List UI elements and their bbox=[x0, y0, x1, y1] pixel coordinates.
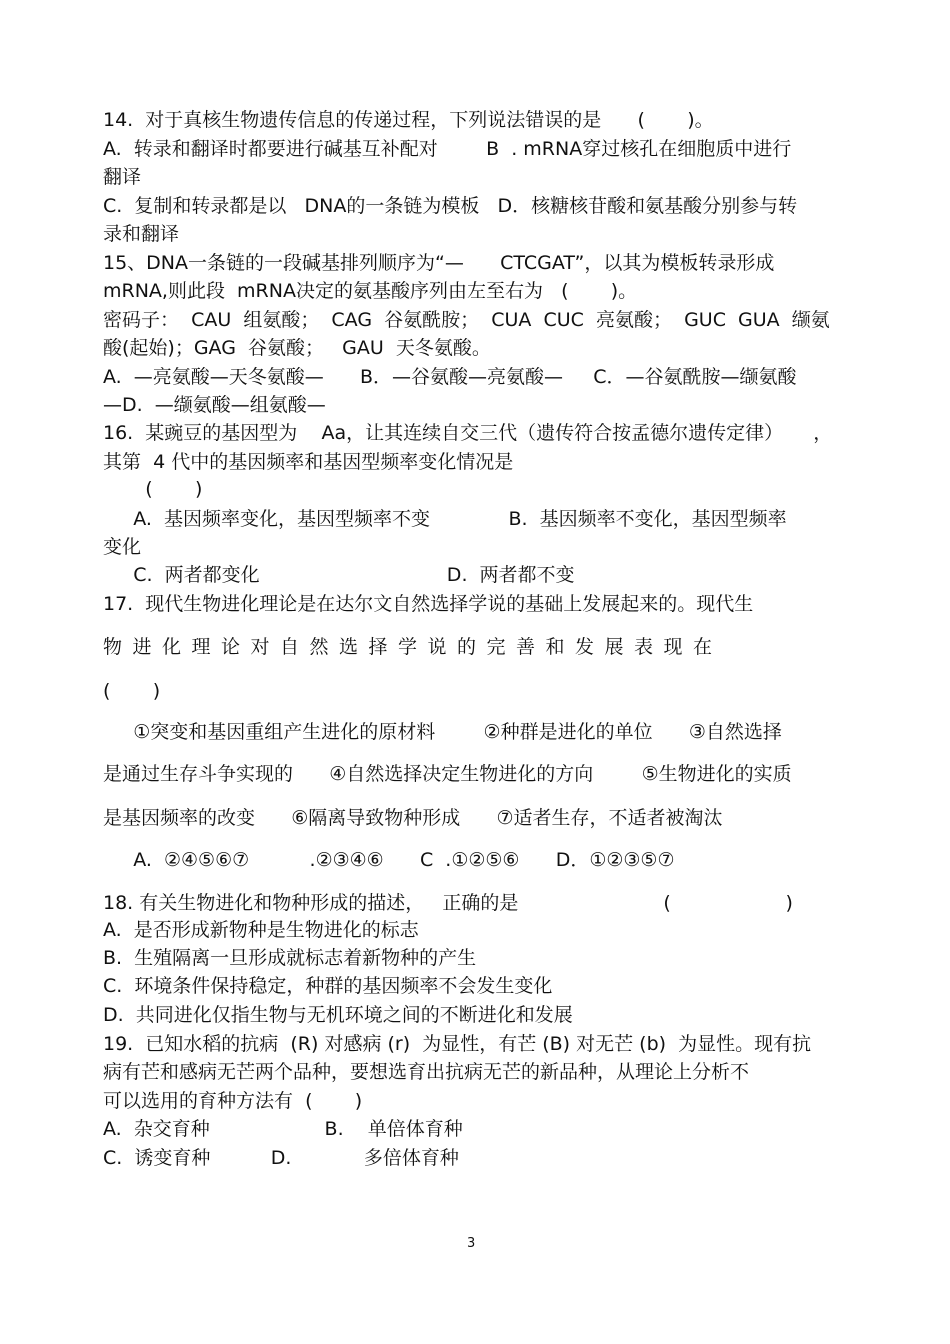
question-16-options-ab-cont: 变化 bbox=[103, 536, 142, 558]
question-17-items-1: ①突变和基因重组产生进化的原材料 ②种群是进化的单位 ③自然选择 bbox=[103, 721, 782, 743]
question-16-stem-2: 其第 4 代中的基因频率和基因型频率变化情况是 bbox=[103, 451, 514, 473]
question-16-options-ab: A. 基因频率变化，基因型频率不变 B. 基因频率不变化，基因型频率 bbox=[103, 508, 787, 530]
question-16-answer-paren: ( ) bbox=[103, 478, 203, 500]
question-15-options-1: A. —亮氨酸—天冬氨酸— B．—谷氨酸—亮氨酸— C．—谷氨酰胺—缬氨酸 bbox=[103, 366, 797, 388]
question-15-codons-1: 密码子： CAU 组氨酸； CAG 谷氨酰胺； CUA CUC 亮氨酸； GUC GUA 缬氨 bbox=[103, 309, 830, 331]
question-16-options-cd: C. 两者都变化 D. 两者都不变 bbox=[103, 564, 575, 586]
question-14-options-ab: A. 转录和翻译时都要进行碱基互补配对 B . mRNA穿过核孔在细胞质中进行 bbox=[103, 138, 792, 160]
question-17-answer-paren: ( ) bbox=[103, 680, 161, 702]
question-14-options-cd: C. 复制和转录都是以 DNA的一条链为模板 D．核糖核苷酸和氨基酸分别参与转 bbox=[103, 195, 798, 217]
question-19-options-1: A. 杂交育种 B. 单倍体育种 bbox=[103, 1118, 463, 1140]
question-18-option-d: D. 共同进化仅指生物与无机环境之间的不断进化和发展 bbox=[103, 1004, 573, 1026]
question-18-option-b: B. 生殖隔离一旦形成就标志着新物种的产生 bbox=[103, 947, 477, 969]
question-19-stem-1: 19. 已知水稻的抗病 (R) 对感病 (r) 为显性，有芒 (B) 对无芒 (b) 为显性。现有抗 bbox=[103, 1033, 812, 1055]
question-16-stem-1: 16. 某豌豆的基因型为 Aa，让其连续自交三代（遗传符合按孟德尔遗传定律） ， bbox=[103, 422, 833, 444]
question-14-options-cd-cont: 录和翻译 bbox=[103, 223, 180, 245]
question-17-items-3: 是基因频率的改变 ⑥隔离导致物种形成 ⑦适者生存，不适者被淘汰 bbox=[103, 807, 723, 829]
question-14-options-ab-cont: 翻译 bbox=[103, 166, 142, 188]
question-15-codons-2: 酸(起始)；GAG 谷氨酸； GAU 天冬氨酸。 bbox=[103, 337, 491, 359]
question-18-option-a: A. 是否形成新物种是生物进化的标志 bbox=[103, 919, 419, 941]
question-17-stem-2: 物进化理论对自然选择学说的完善和发展表现在 bbox=[103, 636, 723, 658]
question-17-options: A. ②④⑤⑥⑦ .②③④⑥ C .①②⑤⑥ D．①②③⑤⑦ bbox=[103, 849, 675, 871]
question-19-options-2: C. 诱变育种 D. 多倍体育种 bbox=[103, 1147, 459, 1169]
question-18-option-c: C. 环境条件保持稳定，种群的基因频率不会发生变化 bbox=[103, 975, 553, 997]
page-number: 3 bbox=[467, 1236, 476, 1251]
question-18-stem: 18. 有关生物进化和物种形成的描述， 正确的是 ( ) bbox=[103, 892, 793, 914]
question-14-stem: 14. 对于真核生物遗传信息的传递过程，下列说法错误的是 ( )。 bbox=[103, 109, 714, 131]
question-17-stem-1: 17. 现代生物进化理论是在达尔文自然选择学说的基础上发展起来的。现代生 bbox=[103, 593, 754, 615]
question-15-stem-2: mRNA,则此段 mRNA决定的氨基酸序列由左至右为 ( )。 bbox=[103, 280, 638, 302]
question-15-options-2: —D. —缬氨酸—组氨酸— bbox=[103, 394, 326, 416]
question-15-stem-1: 15、DNA一条链的一段碱基排列顺序为“— CTCGAT”，以其为模板转录形成 bbox=[103, 252, 775, 274]
question-19-stem-3: 可以选用的育种方法有 ( ) bbox=[103, 1090, 363, 1112]
question-17-items-2: 是通过生存斗争实现的 ④自然选择决定生物进化的方向 ⑤生物进化的实质 bbox=[103, 763, 792, 785]
question-19-stem-2: 病有芒和感病无芒两个品种，要想选育出抗病无芒的新品种，从理论上分析不 bbox=[103, 1061, 750, 1083]
